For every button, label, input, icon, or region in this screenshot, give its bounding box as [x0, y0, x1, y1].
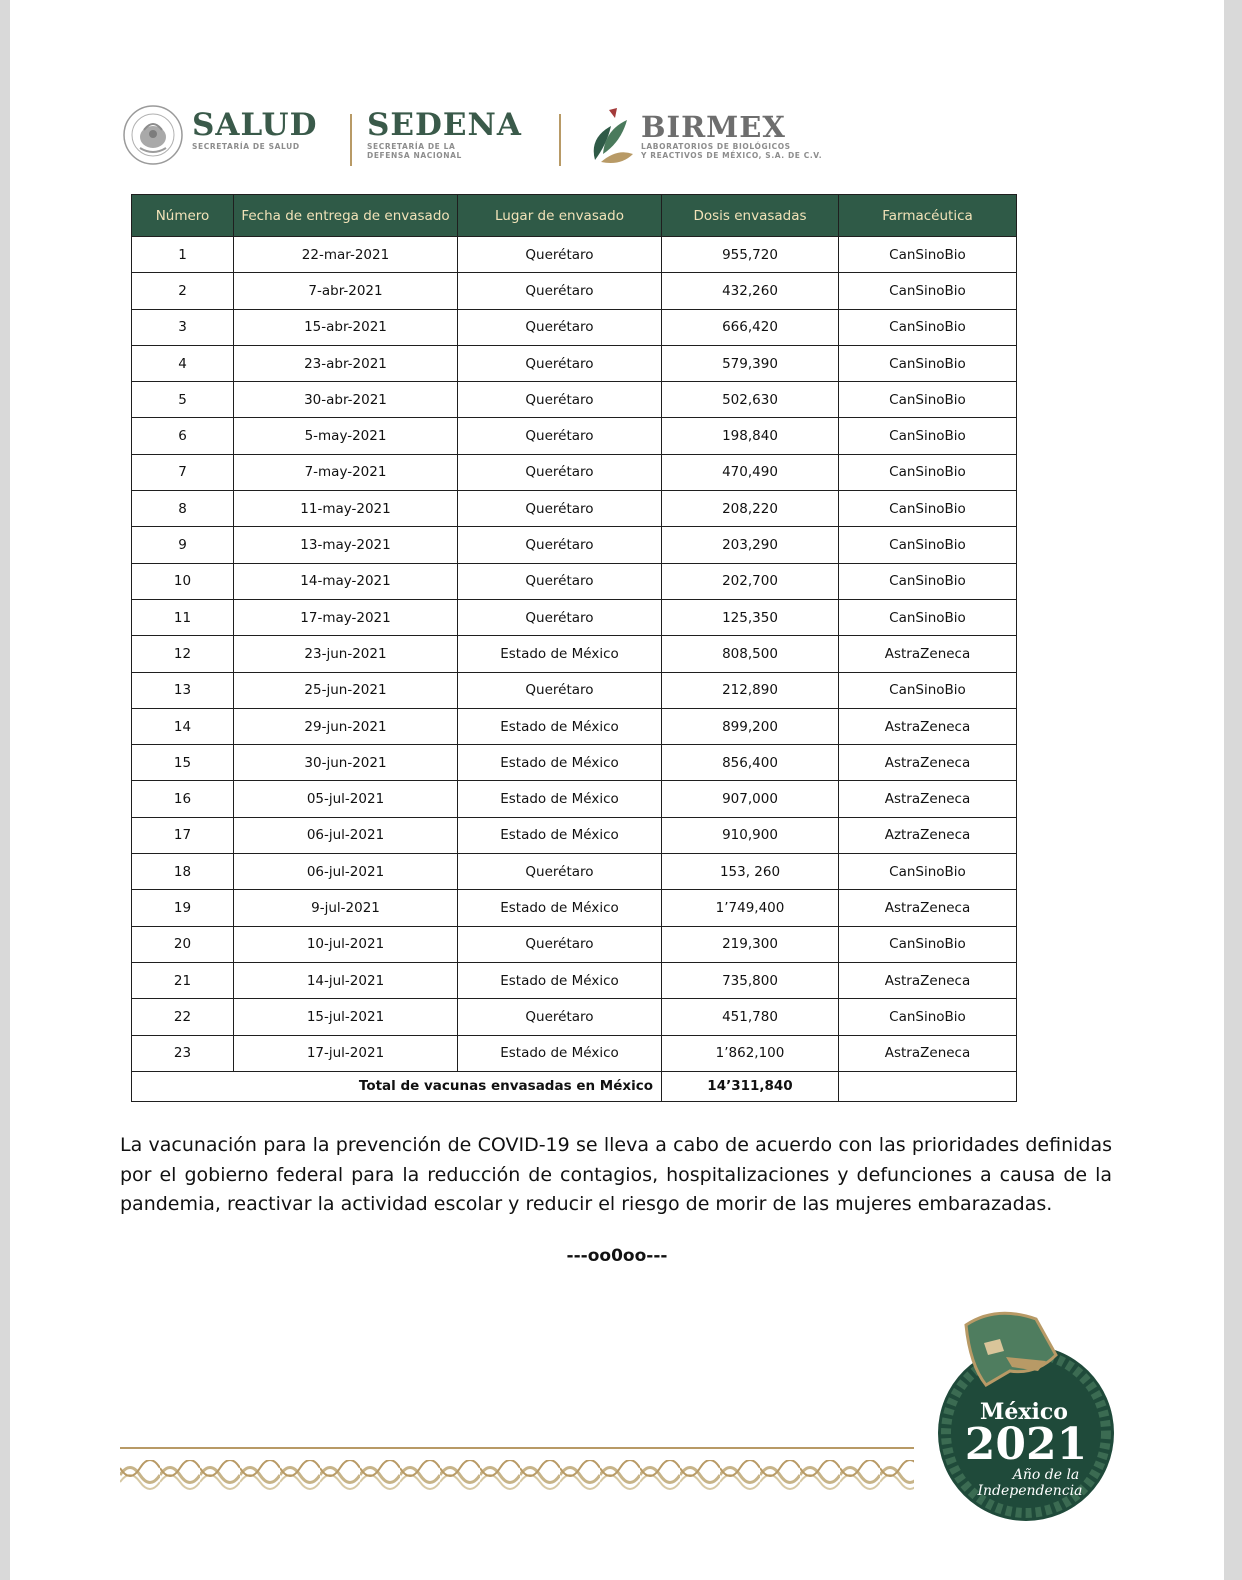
table-cell: Querétaro: [458, 237, 662, 273]
salud-logo-name: SALUD: [192, 107, 318, 143]
table-cell: Estado de México: [458, 962, 662, 998]
table-cell: AztraZeneca: [839, 817, 1017, 853]
table-cell: 208,220: [662, 491, 839, 527]
document-page: [10, 0, 1224, 1580]
total-value: 14’311,840: [662, 1071, 839, 1101]
table-cell: 5: [132, 382, 234, 418]
logo-divider: [559, 114, 561, 166]
table-row: [132, 491, 1017, 527]
table-cell: 29-jun-2021: [234, 708, 458, 744]
table-row: [132, 527, 1017, 563]
table-cell: 14-may-2021: [234, 563, 458, 599]
table-cell: 16: [132, 781, 234, 817]
table-cell: 13-may-2021: [234, 527, 458, 563]
table-cell: 4: [132, 345, 234, 381]
emblem-text-mexico: México: [980, 1399, 1068, 1425]
table-cell: 1: [132, 237, 234, 273]
total-label: Total de vacunas envasadas en México: [132, 1071, 662, 1101]
table-cell: AstraZeneca: [839, 745, 1017, 781]
column-header: Lugar de envasado: [458, 195, 662, 237]
column-header: Fecha de entrega de envasado: [234, 195, 458, 237]
table-cell: 735,800: [662, 962, 839, 998]
table-cell: AstraZeneca: [839, 781, 1017, 817]
table-cell: 203,290: [662, 527, 839, 563]
table-cell: 579,390: [662, 345, 839, 381]
table-cell: Querétaro: [458, 454, 662, 490]
table-cell: 1’749,400: [662, 890, 839, 926]
total-empty-cell: [839, 1071, 1017, 1101]
table-row: [132, 817, 1017, 853]
table-cell: Querétaro: [458, 491, 662, 527]
table-cell: 06-jul-2021: [234, 817, 458, 853]
table-cell: 125,350: [662, 599, 839, 635]
table-cell: 6: [132, 418, 234, 454]
table-cell: CanSinoBio: [839, 854, 1017, 890]
body-paragraph: La vacunación para la prevención de COVID-19 se lleva a cabo de acuerdo con las prioridades definidas por el gobierno federal para la reducción de contagios, hospitalizaciones y defunciones a causa de la pandemia, reactivar la actividad escolar y reducir el riesgo de morir de las mujeres embarazadas.: [120, 1134, 1112, 1215]
table-cell: 202,700: [662, 563, 839, 599]
salud-logo: [192, 108, 317, 151]
table-cell: 153, 260: [662, 854, 839, 890]
table-row: [132, 672, 1017, 708]
table-cell: CanSinoBio: [839, 491, 1017, 527]
sedena-logo-subtitle-1: SECRETARÍA DE LA: [367, 142, 456, 151]
birmex-leaf-icon: [587, 104, 637, 166]
table-cell: 17-may-2021: [234, 599, 458, 635]
birmex-logo-subtitle-1: LABORATORIOS DE BIOLÓGICOS: [641, 142, 791, 151]
table-body: [132, 237, 1017, 1072]
table-cell: Querétaro: [458, 599, 662, 635]
table-row: [132, 454, 1017, 490]
birmex-text: [641, 112, 822, 160]
birmex-logo-subtitle-2: Y REACTIVOS DE MÉXICO, S.A. DE C.V.: [641, 151, 823, 160]
table-cell: Querétaro: [458, 309, 662, 345]
table-row: [132, 273, 1017, 309]
footer-rule: [120, 1447, 914, 1449]
table-cell: 856,400: [662, 745, 839, 781]
total-row: [132, 1071, 1017, 1101]
table-cell: 05-jul-2021: [234, 781, 458, 817]
column-header: Número: [132, 195, 234, 237]
table-cell: Querétaro: [458, 926, 662, 962]
table-cell: 23-jun-2021: [234, 636, 458, 672]
table-cell: 21: [132, 962, 234, 998]
table-cell: Querétaro: [458, 273, 662, 309]
table-cell: 7: [132, 454, 234, 490]
table-cell: Querétaro: [458, 382, 662, 418]
table-cell: Estado de México: [458, 890, 662, 926]
national-seal-icon: [122, 104, 184, 166]
table-row: [132, 418, 1017, 454]
table-row: [132, 745, 1017, 781]
table-cell: CanSinoBio: [839, 672, 1017, 708]
table-cell: 1’862,100: [662, 1035, 839, 1071]
table-cell: 14-jul-2021: [234, 962, 458, 998]
table-cell: 30-abr-2021: [234, 382, 458, 418]
table-cell: 22-mar-2021: [234, 237, 458, 273]
column-header: Farmacéutica: [839, 195, 1017, 237]
birmex-logo: [587, 104, 827, 168]
table-cell: 3: [132, 309, 234, 345]
salud-logo-subtitle: SECRETARÍA DE SALUD: [192, 142, 300, 151]
table-row: [132, 1035, 1017, 1071]
table-cell: 7-may-2021: [234, 454, 458, 490]
table-cell: 2: [132, 273, 234, 309]
table-cell: Estado de México: [458, 708, 662, 744]
table-row: [132, 599, 1017, 635]
table-row: [132, 563, 1017, 599]
table-cell: 212,890: [662, 672, 839, 708]
table-cell: 20: [132, 926, 234, 962]
sedena-logo: [367, 108, 522, 160]
table-cell: 808,500: [662, 636, 839, 672]
table-cell: CanSinoBio: [839, 926, 1017, 962]
table-cell: 17-jul-2021: [234, 1035, 458, 1071]
table-cell: Querétaro: [458, 854, 662, 890]
table-cell: Querétaro: [458, 345, 662, 381]
table-cell: Estado de México: [458, 817, 662, 853]
table-row: [132, 926, 1017, 962]
table-cell: Estado de México: [458, 781, 662, 817]
table-cell: 30-jun-2021: [234, 745, 458, 781]
table-cell: Querétaro: [458, 418, 662, 454]
footer-ornament: [120, 1460, 914, 1490]
table-cell: 11: [132, 599, 234, 635]
table-cell: 198,840: [662, 418, 839, 454]
mexico-2021-emblem: [926, 1305, 1116, 1525]
table-cell: Estado de México: [458, 1035, 662, 1071]
table-cell: 15-jul-2021: [234, 999, 458, 1035]
table-cell: CanSinoBio: [839, 309, 1017, 345]
table-cell: CanSinoBio: [839, 418, 1017, 454]
table-cell: 14: [132, 708, 234, 744]
vaccine-bottling-table: [131, 194, 1017, 1102]
table-cell: 11-may-2021: [234, 491, 458, 527]
table-cell: CanSinoBio: [839, 563, 1017, 599]
table-row: [132, 854, 1017, 890]
table-cell: 899,200: [662, 708, 839, 744]
table-row: [132, 999, 1017, 1035]
table-cell: AstraZeneca: [839, 962, 1017, 998]
table-cell: 7-abr-2021: [234, 273, 458, 309]
table-cell: 5-may-2021: [234, 418, 458, 454]
table-row: [132, 781, 1017, 817]
table-cell: 502,630: [662, 382, 839, 418]
header-logos: [122, 100, 822, 170]
sedena-logo-subtitle-2: DEFENSA NACIONAL: [367, 151, 462, 160]
table-cell: 8: [132, 491, 234, 527]
table-cell: Querétaro: [458, 563, 662, 599]
table-cell: 907,000: [662, 781, 839, 817]
table-cell: Querétaro: [458, 527, 662, 563]
table-row: [132, 345, 1017, 381]
birmex-logo-name: BIRMEX: [641, 110, 786, 144]
table-cell: 955,720: [662, 237, 839, 273]
logo-divider: [350, 114, 352, 166]
emblem-text-year: 2021: [964, 1419, 1088, 1470]
table-header-row: [132, 195, 1017, 237]
table-cell: AstraZeneca: [839, 1035, 1017, 1071]
table-cell: 9-jul-2021: [234, 890, 458, 926]
closing-mark: ---oo0oo---: [566, 1246, 668, 1266]
table-cell: CanSinoBio: [839, 382, 1017, 418]
table-row: [132, 309, 1017, 345]
table-cell: 12: [132, 636, 234, 672]
table-cell: CanSinoBio: [839, 345, 1017, 381]
table-cell: AstraZeneca: [839, 890, 1017, 926]
table-cell: 18: [132, 854, 234, 890]
table-cell: 470,490: [662, 454, 839, 490]
table-row: [132, 237, 1017, 273]
table-row: [132, 708, 1017, 744]
table-row: [132, 890, 1017, 926]
table-cell: 219,300: [662, 926, 839, 962]
table-cell: 15-abr-2021: [234, 309, 458, 345]
table-cell: Estado de México: [458, 745, 662, 781]
table-row: [132, 636, 1017, 672]
emblem-text-ano: Año de la: [1012, 1467, 1080, 1483]
table-cell: 19: [132, 890, 234, 926]
table-cell: 432,260: [662, 273, 839, 309]
table-cell: 13: [132, 672, 234, 708]
table-cell: CanSinoBio: [839, 527, 1017, 563]
table-cell: 15: [132, 745, 234, 781]
table-cell: 23: [132, 1035, 234, 1071]
table-cell: CanSinoBio: [839, 999, 1017, 1035]
table-cell: 666,420: [662, 309, 839, 345]
table-cell: CanSinoBio: [839, 599, 1017, 635]
table-cell: CanSinoBio: [839, 273, 1017, 309]
table-cell: AstraZeneca: [839, 708, 1017, 744]
table-cell: 451,780: [662, 999, 839, 1035]
table-cell: 9: [132, 527, 234, 563]
column-header: Dosis envasadas: [662, 195, 839, 237]
table-cell: CanSinoBio: [839, 237, 1017, 273]
table-cell: Estado de México: [458, 636, 662, 672]
table-cell: Querétaro: [458, 999, 662, 1035]
table-cell: 910,900: [662, 817, 839, 853]
emblem-text-independencia: Independencia: [977, 1483, 1083, 1499]
table-cell: 25-jun-2021: [234, 672, 458, 708]
table-cell: Querétaro: [458, 672, 662, 708]
table-cell: 06-jul-2021: [234, 854, 458, 890]
table-cell: 23-abr-2021: [234, 345, 458, 381]
table-row: [132, 382, 1017, 418]
table-cell: 22: [132, 999, 234, 1035]
table-cell: 10: [132, 563, 234, 599]
sedena-logo-name: SEDENA: [367, 107, 522, 143]
table-cell: 17: [132, 817, 234, 853]
table-cell: 10-jul-2021: [234, 926, 458, 962]
table-cell: CanSinoBio: [839, 454, 1017, 490]
table-row: [132, 962, 1017, 998]
table-cell: AstraZeneca: [839, 636, 1017, 672]
